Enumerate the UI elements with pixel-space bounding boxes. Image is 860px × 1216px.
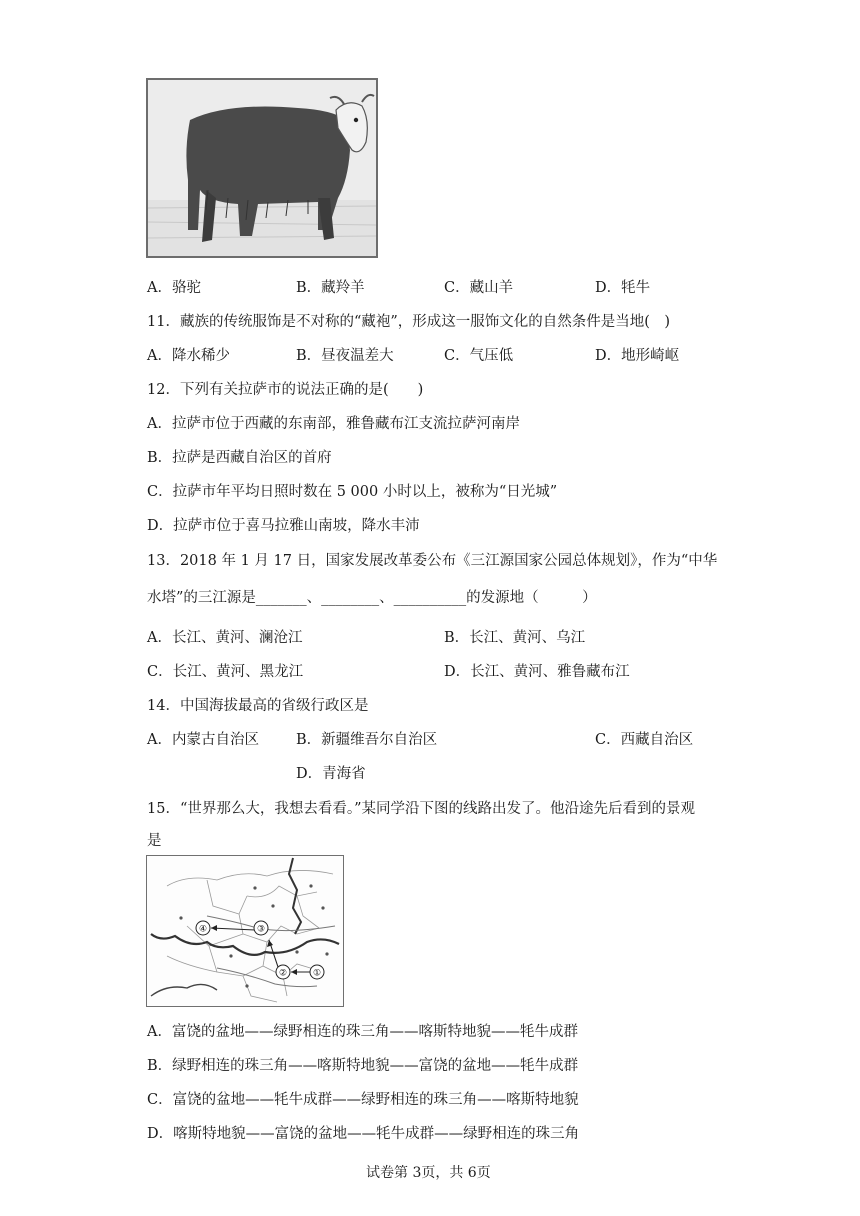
map-label-3: ③ [256, 924, 266, 935]
q15-option-d[interactable]: D．喀斯特地貌——富饶的盆地——牦牛成群——绿野相连的珠三角 [147, 1126, 580, 1142]
q14-option-b[interactable]: B．新疆维吾尔自治区 [296, 732, 438, 748]
route-map [146, 855, 344, 1007]
q14-stem: 14．中国海拔最高的省级行政区是 [147, 698, 369, 714]
q14-option-a[interactable]: A．内蒙古自治区 [147, 732, 259, 748]
q15-option-b[interactable]: B．绿野相连的珠三角——喀斯特地貌——富饶的盆地——牦牛成群 [147, 1058, 579, 1074]
q15-option-c[interactable]: C．富饶的盆地——牦牛成群——绿野相连的珠三角——喀斯特地貌 [147, 1092, 579, 1108]
page-footer: 试卷第 3页，共 6页 [366, 1165, 491, 1181]
q13-option-c[interactable]: C．长江、黄河、黑龙江 [147, 664, 304, 680]
q14-option-d[interactable]: D．青海省 [296, 766, 366, 782]
q10-option-c[interactable]: C．藏山羊 [444, 280, 514, 296]
q12-option-c[interactable]: C．拉萨市年平均日照时数在 5 000 小时以上，被称为“日光城” [147, 484, 558, 500]
q15-stem-line2: 是 [147, 833, 162, 849]
q13-stem-line2: 水塔”的三江源是_______、________、__________的发源地（ ） [147, 590, 597, 606]
q12-stem: 12．下列有关拉萨市的说法正确的是( ) [147, 382, 424, 398]
q15-stem-line1: 15．“世界那么大，我想去看看。”某同学沿下图的线路出发了。他沿途先后看到的景观 [147, 801, 696, 817]
q11-stem: 11．藏族的传统服饰是不对称的“藏袍”，形成这一服饰文化的自然条件是当地( ) [147, 314, 671, 330]
q10-option-b[interactable]: B．藏羚羊 [296, 280, 365, 296]
map-label-4: ④ [198, 924, 208, 935]
q10-option-d[interactable]: D．牦牛 [595, 280, 651, 296]
q10-option-a[interactable]: A．骆驼 [147, 280, 201, 296]
map-label-2: ② [278, 968, 288, 979]
q12-option-a[interactable]: A．拉萨市位于西藏的东南部，雅鲁藏布江支流拉萨河南岸 [147, 416, 520, 432]
q11-option-b[interactable]: B．昼夜温差大 [296, 348, 394, 364]
q13-stem-line1: 13．2018 年 1 月 17 日，国家发展改革委公布《三江源国家公园总体规划》，作为“中华 [147, 553, 718, 569]
yak-photo [146, 78, 378, 258]
q13-option-d[interactable]: D．长江、黄河、雅鲁藏布江 [444, 664, 630, 680]
q11-option-c[interactable]: C．气压低 [444, 348, 514, 364]
q15-option-a[interactable]: A．富饶的盆地——绿野相连的珠三角——喀斯特地貌——牦牛成群 [147, 1024, 578, 1040]
map-label-1: ① [312, 968, 322, 979]
q11-option-d[interactable]: D．地形崎岖 [595, 348, 680, 364]
q13-option-a[interactable]: A．长江、黄河、澜沧江 [147, 630, 303, 646]
q13-option-b[interactable]: B．长江、黄河、乌江 [444, 630, 586, 646]
q14-option-c[interactable]: C．西藏自治区 [595, 732, 694, 748]
q11-option-a[interactable]: A．降水稀少 [147, 348, 230, 364]
q12-option-d[interactable]: D．拉萨市位于喜马拉雅山南坡，降水丰沛 [147, 518, 420, 534]
q12-option-b[interactable]: B．拉萨是西藏自治区的首府 [147, 450, 332, 466]
